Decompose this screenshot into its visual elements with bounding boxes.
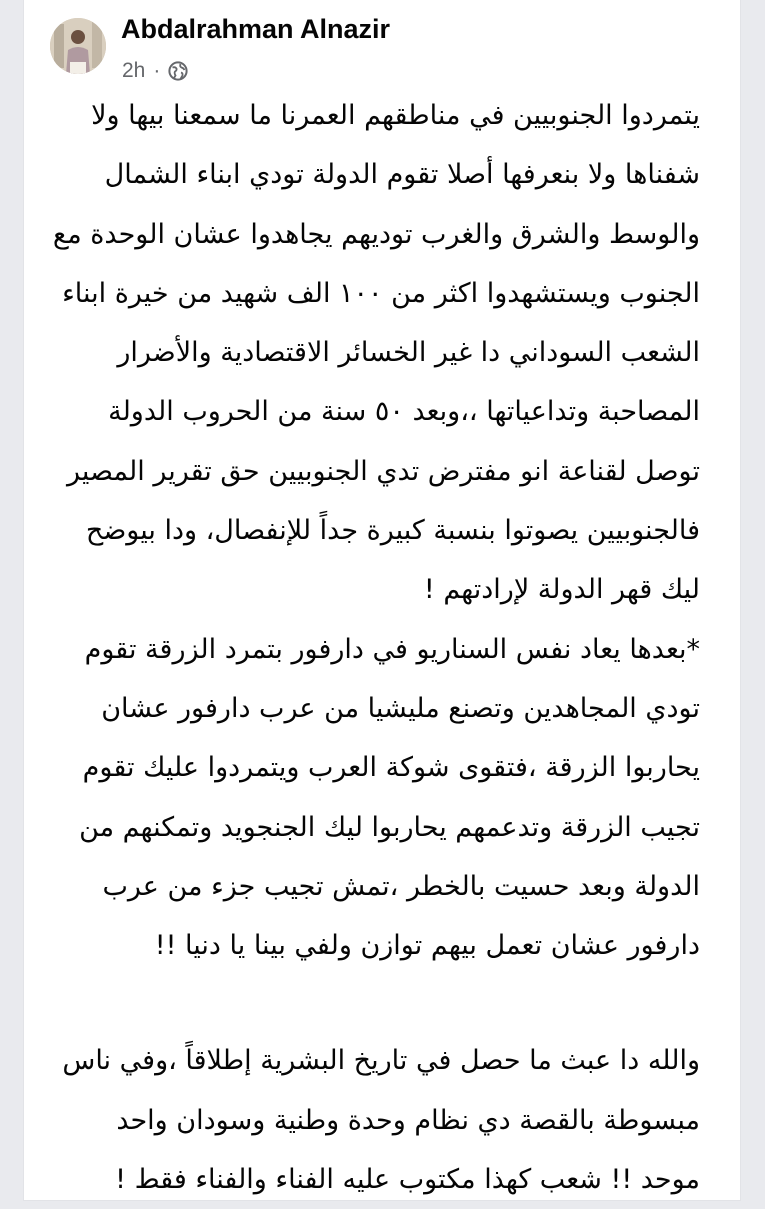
post-body [52,86,700,1209]
post-line: فالجنوبيين يصوتوا بنسبة كبيرة جداً للإنفصال، ودا بيوضح [85,515,700,547]
post-line: موحد !! شعب كهذا مكتوب عليه الفناء والفناء فقط ! [115,1164,700,1196]
post-line: والوسط والشرق والغرب توديهم يجاهدوا عشان الوحدة مع [52,218,700,250]
post-line: يحاربوا الزرقة ،فتقوى شوكة العرب ويتمردوا عليك تقوم [82,752,700,784]
post-line: شفناها ولا بنعرفها أصلا تقوم الدولة تودي ابناء الشمال [104,159,700,191]
post-line: تجيب الزرقة وتدعمهم يحاربوا ليك الجنجويد وتمكنهم من [79,811,700,843]
post-line: ليك قهر الدولة لإرادتهم ! [423,574,700,606]
paragraph-gap [72,975,700,1031]
post-line: مبسوطة بالقصة دي نظام وحدة وطنية وسودان واحد [116,1104,700,1136]
post-card [24,0,740,1200]
post-line: الشعب السوداني دا غير الخسائر الاقتصادية والأضرار [117,337,700,369]
post-line: يتمردوا الجنوبيين في مناطقهم العمرنا ما سمعنا بيها ولا [91,100,700,131]
post-line: *بعدها يعاد نفس السناريو في دارفور بتمرد الزرقة تقوم [84,633,700,665]
post-timestamp[interactable]: 2h [122,59,146,82]
globe-icon[interactable] [168,61,188,81]
post-line: تودي المجاهدين وتصنع مليشيا من عرب دارفور عشان [101,692,700,724]
author-name[interactable]: Abdalrahman Alnazir [121,14,391,44]
post-meta [122,58,188,84]
post-line: والله دا عبث ما حصل في تاريخ البشرية إطلاقاً ،وفي ناس [62,1045,700,1077]
post-line: المصاحبة وتداعياتها ،،وبعد ٥٠ سنة من الحروب الدولة [108,396,700,428]
post-line: توصل لقناعة انو مفترض تدي الجنوبيين حق تقرير المصير [66,455,700,487]
avatar[interactable] [50,18,106,74]
post-line: الجنوب ويستشهدوا اكثر من ١٠٠ الف شهيد من خيرة ابناء [62,277,700,309]
post-line: الدولة وبعد حسيت بالخطر ،تمش تجيب جزء من عرب [102,870,700,902]
post-line: دارفور عشان تعمل بيهم توازن ولفي بينا يا دنيا !! [154,930,700,962]
meta-separator: · [153,59,161,82]
